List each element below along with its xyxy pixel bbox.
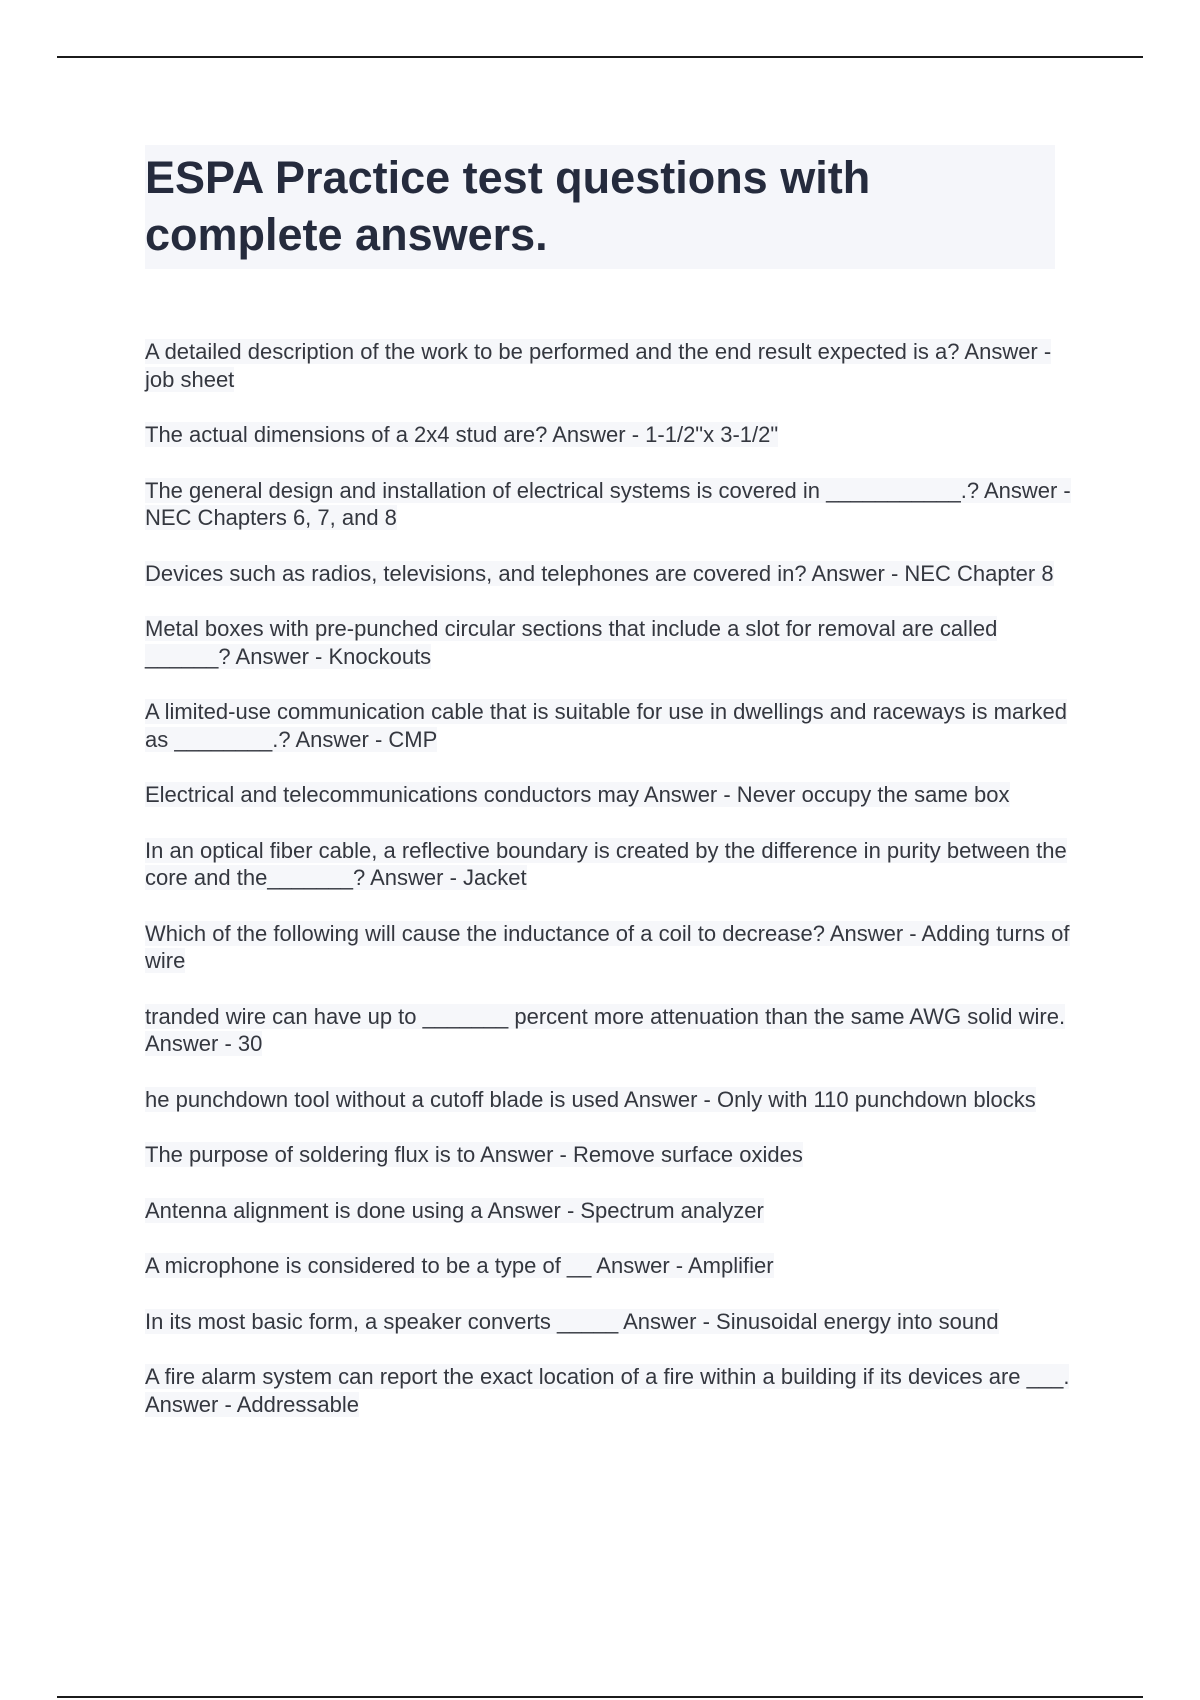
qa-item [145,1141,1075,1169]
top-rule [57,56,1143,58]
bottom-rule [57,1696,1143,1698]
qa-item-text: The actual dimensions of a 2x4 stud are? Answer - 1-1/2"x 3-1/2" [145,422,779,447]
qa-item [145,1197,1075,1225]
qa-list [145,338,1075,1446]
qa-item-text: A microphone is considered to be a type of __ Answer - Amplifier [145,1253,774,1278]
qa-item [145,837,1075,892]
qa-item-text: Antenna alignment is done using a Answer - Spectrum analyzer [145,1197,764,1223]
qa-item [145,781,1075,809]
qa-item-text: he punchdown tool without a cutoff blade is used Answer - Only with 110 punchdown blocks [145,1086,1036,1112]
qa-item [145,615,1075,670]
qa-item [145,1086,1075,1114]
qa-item [145,1252,1075,1280]
qa-item [145,477,1075,532]
qa-item-text: Metal boxes with pre-punched circular sections that include a slot for removal are called ______? Answer - Knockouts [145,616,998,669]
qa-item-text: The purpose of soldering flux is to Answer - Remove surface oxides [145,1142,803,1167]
qa-item [145,560,1075,588]
qa-item-text: Which of the following will cause the inductance of a coil to decrease? Answer - Adding turns of wire [145,920,1070,973]
qa-item [145,698,1075,753]
qa-item-text: A detailed description of the work to be performed and the end result expected is a? Answer - job sheet [145,339,1052,392]
qa-item-text: A limited-use communication cable that is suitable for use in dwellings and raceways is marked as ________.? Answer - CMP [145,699,1067,752]
qa-item-text: Devices such as radios, televisions, and telephones are covered in? Answer - NEC Chapter 8 [145,560,1054,586]
qa-item [145,338,1075,393]
qa-item-text: A fire alarm system can report the exact location of a fire within a building if its devices are ___. Answer - Addressable [145,1364,1070,1417]
qa-item-text: tranded wire can have up to _______ percent more attenuation than the same AWG solid wire. Answer - 30 [145,1003,1066,1056]
qa-item-text: In its most basic form, a speaker converts _____ Answer - Sinusoidal energy into sound [145,1308,999,1334]
qa-item [145,1003,1075,1058]
qa-item [145,920,1075,975]
qa-item-text: In an optical fiber cable, a reflective boundary is created by the difference in purity between the core and the_______? Answer - Jacket [145,837,1067,890]
document-title: ESPA Practice test questions with complete answers. [145,152,871,260]
qa-item-text: Electrical and telecommunications conductors may Answer - Never occupy the same box [145,782,1010,807]
title-block [145,145,1055,269]
qa-item [145,421,1075,449]
qa-item [145,1308,1075,1336]
qa-item-text: The general design and installation of electrical systems is covered in ___________.? Answer - NEC Chapters 6, 7, and 8 [145,477,1071,530]
qa-item [145,1363,1075,1418]
